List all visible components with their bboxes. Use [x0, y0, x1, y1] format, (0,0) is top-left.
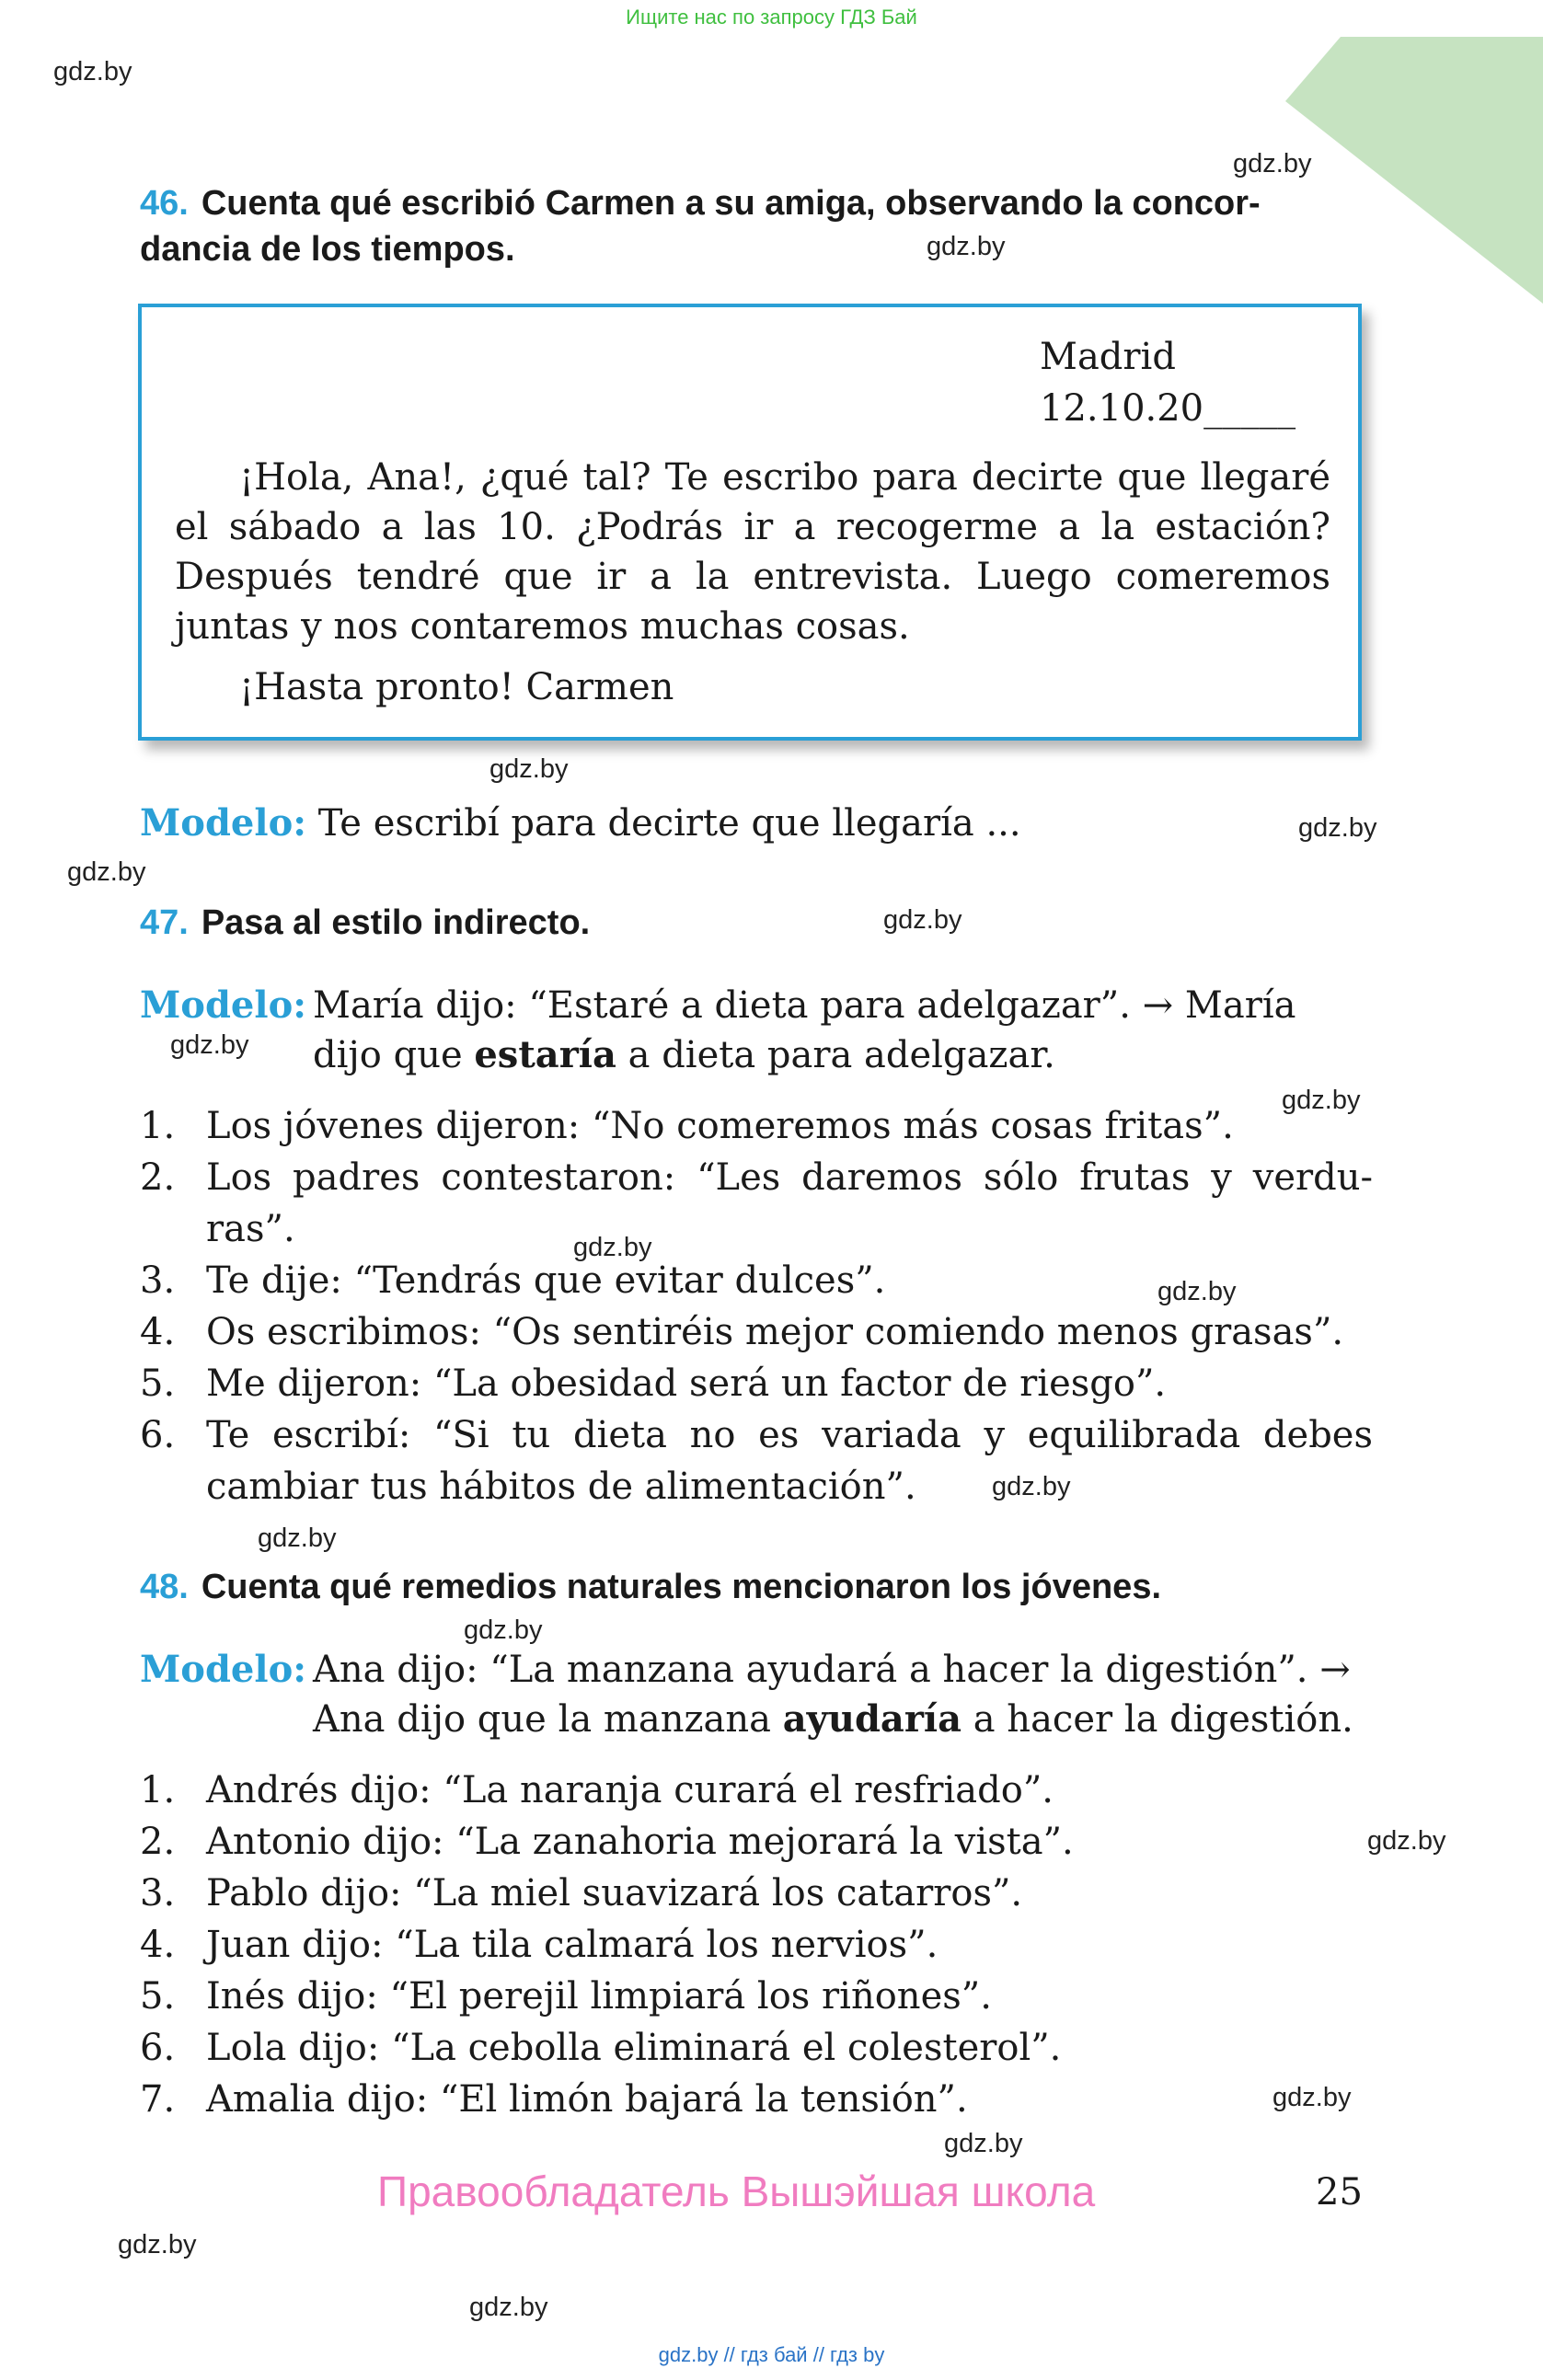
task-48-list: [140, 1765, 1373, 2125]
list-item: 5. Inés dijo: “El perejil limpiará los riñones”.: [140, 1975, 992, 2018]
watermark: gdz.by: [1298, 813, 1377, 843]
task-number: 46.: [140, 184, 189, 223]
watermark: gdz.by: [118, 2230, 197, 2259]
modelo-text: Te escribí para decirte que llegaría ...: [317, 802, 1021, 845]
watermark: gdz.by: [992, 1472, 1071, 1501]
list-item: 2. Antonio dijo: “La zanahoria mejorará la vista”.: [140, 1821, 1074, 1863]
task-46-title: [140, 180, 1373, 272]
modelo-47-text: [313, 981, 1373, 1080]
task-title-text: Cuenta qué escribió Carmen a su amiga, observando la concor-: [201, 184, 1261, 223]
watermark: gdz.by: [258, 1523, 337, 1553]
list-item: 5. Me dijeron: “La obesidad será un factor de riesgo”.: [140, 1362, 1167, 1405]
watermark: gdz.by: [1272, 2083, 1352, 2112]
letter-heading: [1040, 331, 1295, 434]
modelo-line: María dijo: “Estaré a dieta para adelgazar”. → María: [313, 984, 1296, 1027]
top-banner: Ищите нас по запросу ГДЗ Бай: [626, 6, 917, 29]
list-item: 7. Amalia dijo: “El limón bajará la tensión”.: [140, 2078, 968, 2121]
task-number: 48.: [140, 1568, 189, 1606]
watermark: gdz.by: [573, 1233, 652, 1262]
list-item: 4. Juan dijo: “La tila calmará los nervios”.: [140, 1924, 938, 1966]
task-47-title: [140, 900, 1373, 946]
watermark: gdz.by: [170, 1030, 249, 1060]
modelo-47-label: Modelo:: [140, 983, 307, 1027]
modelo-46: [140, 799, 1021, 848]
list-item: 3. Pablo dijo: “La miel suavizará los catarros”.: [140, 1872, 1023, 1914]
letter-place: Madrid: [1040, 336, 1176, 378]
task-title-text: dancia de los tiempos.: [140, 230, 515, 269]
copyright-notice: Правообладатель Вышэйшая школа: [377, 2167, 1096, 2215]
watermark: gdz.by: [927, 232, 1006, 261]
list-item: 1. Andrés dijo: “La naranja curará el resfriado”.: [140, 1769, 1054, 1811]
watermark: gdz.by: [944, 2129, 1023, 2158]
list-item: 3. Te dije: “Tendrás que evitar dulces”.: [140, 1259, 886, 1302]
letter-date: 12.10.20_____: [1040, 387, 1296, 430]
watermark: gdz.by: [464, 1615, 543, 1645]
task-title-text: Cuenta qué remedios naturales mencionaron los jóvenes.: [201, 1568, 1162, 1606]
page-number: 25: [1316, 2171, 1363, 2213]
letter-body: ¡Hola, Ana!, ¿qué tal? Te escribo para decirte que llegaré el sábado a las 10. ¿Podrás ir a recogerme a la estación? Después tendré que ir a la entrevista. Luego comeremos juntas y nos contaremos muchas cosas.: [175, 456, 1330, 648]
task-48-title: [140, 1564, 1373, 1610]
watermark: gdz.by: [1282, 1086, 1361, 1115]
modelo-line: dijo que estaría a dieta para adelgazar.: [313, 1033, 1055, 1076]
bottom-links[interactable]: gdz.by // гдз бай // гдз by: [658, 2343, 885, 2366]
list-item: 6. Te escribí: “Si tu dieta no es variada y equilibrada debes cambiar tus hábitos de alimentación”.: [140, 1414, 1373, 1508]
letter-closing: ¡Hasta pronto! Carmen: [239, 666, 674, 708]
list-item: 4. Os escribimos: “Os sentiréis mejor comiendo menos grasas”.: [140, 1311, 1344, 1353]
watermark: gdz.by: [1233, 149, 1312, 178]
watermark: gdz.by: [53, 57, 132, 86]
watermark: gdz.by: [67, 857, 146, 887]
list-item: 1. Los jóvenes dijeron: “No comeremos más cosas fritas”.: [140, 1105, 1234, 1147]
list-item: 2. Los padres contestaron: “Les daremos sólo frutas y verdu-ras”.: [140, 1156, 1373, 1250]
watermark: gdz.by: [883, 905, 962, 935]
watermark: gdz.by: [469, 2293, 548, 2322]
modelo-line: Ana dijo que la manzana ayudaría a hacer la digestión.: [313, 1697, 1353, 1741]
modelo-label: Modelo:: [140, 801, 307, 845]
list-item: 6. Lola dijo: “La cebolla eliminará el colesterol”.: [140, 2027, 1062, 2069]
task-number: 47.: [140, 903, 189, 942]
modelo-48-text: [313, 1645, 1373, 1744]
task-title-text: Pasa al estilo indirecto.: [201, 903, 591, 942]
modelo-line: Ana dijo: “La manzana ayudará a hacer la digestión”. →: [313, 1649, 1351, 1691]
watermark: gdz.by: [1157, 1277, 1237, 1306]
modelo-48-label: Modelo:: [140, 1648, 307, 1691]
watermark: gdz.by: [1367, 1826, 1446, 1856]
task-47-list: [140, 1100, 1373, 1512]
watermark: gdz.by: [489, 754, 569, 784]
